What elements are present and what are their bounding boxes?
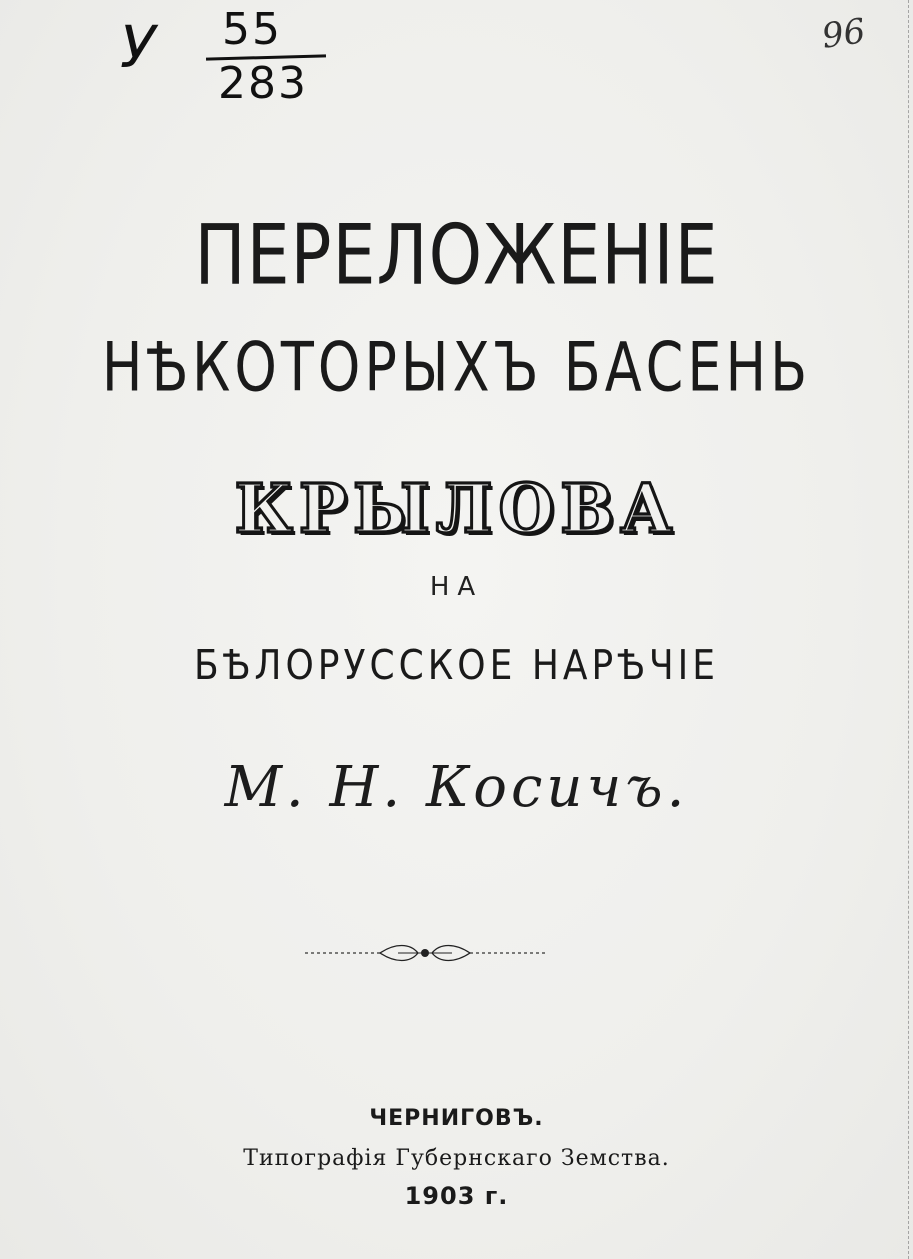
shelfmark-letter: У <box>120 13 156 81</box>
title-line-1: ПЕРЕЛОЖЕНІЕ <box>194 208 719 305</box>
shelfmark-denominator: 283 <box>218 58 308 109</box>
shelfmark-numerator: 55 <box>222 4 282 55</box>
author-name: М. Н. Косичъ. <box>224 755 689 820</box>
library-shelfmark <box>110 4 340 109</box>
pencil-note: 96 <box>819 11 868 57</box>
imprint-printer: Типографія Губернскаго Земства. <box>243 1146 670 1171</box>
title-line-2: НѢКОТОРЫХЪ БАСЕНЬ <box>101 328 812 407</box>
imprint-year: 1903 г. <box>404 1182 509 1210</box>
title-line-5: БѢЛОРУССКОЕ НАРѢЧІЕ <box>193 642 720 690</box>
ornament-divider <box>300 938 550 968</box>
title-line-3: КРЫЛОВА <box>234 470 679 549</box>
title-line-4: НА <box>429 572 484 602</box>
imprint-city: ЧЕРНИГОВЪ. <box>369 1106 544 1131</box>
scan-edge-line <box>908 0 909 1259</box>
